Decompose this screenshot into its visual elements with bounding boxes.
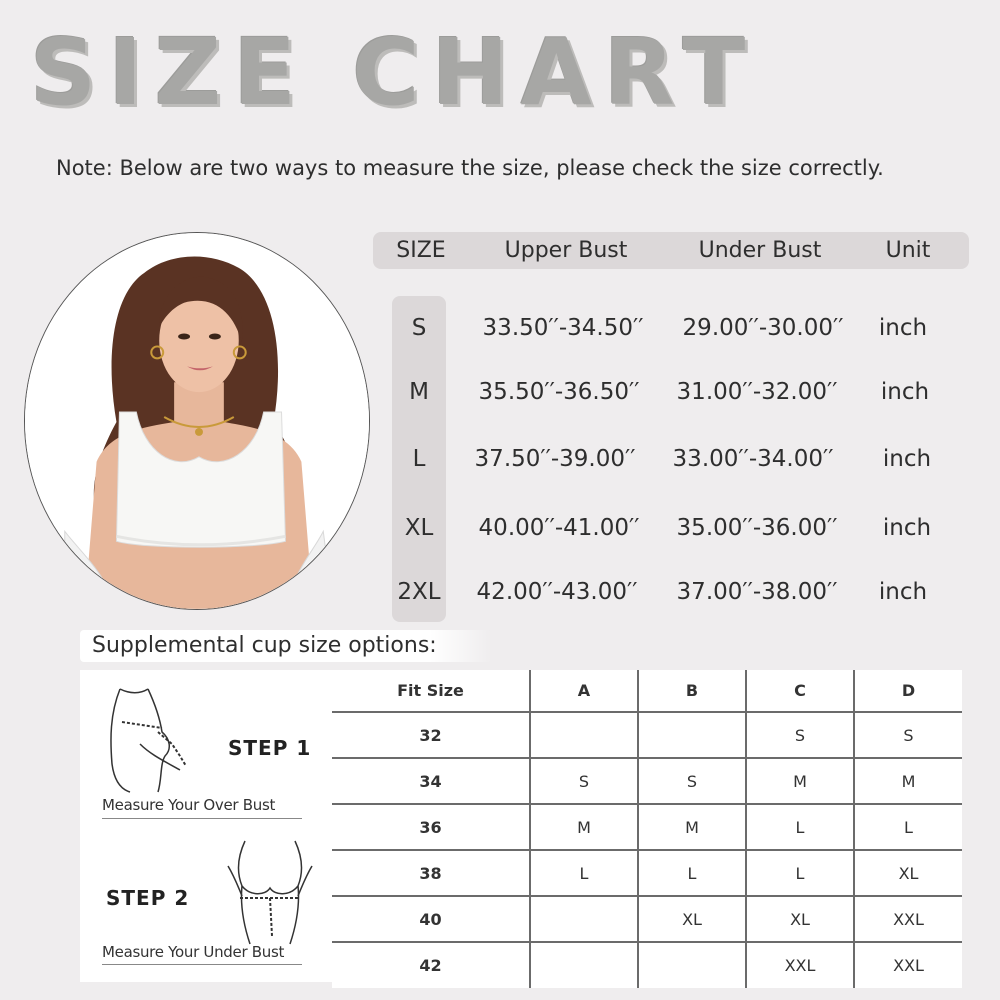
model-photo [24,232,370,610]
step-1-caption: Measure Your Over Bust [102,796,276,814]
cup-cell [638,712,746,758]
size-cell: M [409,379,429,405]
size-row [373,572,969,612]
upper-bust-cell: 35.50′′-36.50′′ [478,379,640,405]
fit-size-cell: 36 [332,804,530,850]
measurement-note: Note: Below are two ways to measure the size, please check the size correctly. [56,156,884,180]
size-cell: L [412,446,426,472]
cup-cell: L [746,850,854,896]
under-bust-cell: 35.00′′-36.00′′ [676,515,838,541]
header-cup-d: D [854,670,962,712]
step-2-caption: Measure Your Under Bust [102,943,285,961]
upper-bust-cell: 42.00′′-43.00′′ [476,579,638,605]
fit-size-cell: 38 [332,850,530,896]
size-table-header [373,232,969,269]
under-bust-cell: 29.00′′-30.00′′ [682,315,844,341]
size-row [373,508,969,548]
cup-cell: XXL [854,896,962,942]
cup-cell: S [530,758,638,804]
fit-size-cell: 32 [332,712,530,758]
table-header-row [332,670,962,712]
under-bust-sketch-icon [220,836,320,946]
header-cup-b: B [638,670,746,712]
cup-cell: L [638,850,746,896]
fit-size-cell: 42 [419,956,442,975]
table-row [332,712,962,758]
cup-cell: M [638,804,746,850]
header-unit: Unit [885,238,931,263]
table-row [332,804,962,850]
fit-size-cell: 40 [332,896,530,942]
under-bust-cell: 31.00′′-32.00′′ [676,379,838,405]
header-cup-c: C [746,670,854,712]
unit-cell: inch [882,515,932,541]
upper-bust-cell: 37.50′′-39.00′′ [474,446,636,472]
page-title: SIZE CHART [30,19,758,126]
header-fit-size: Fit Size [332,670,530,712]
cup-cell: L [854,804,962,850]
cup-cell: L [530,850,638,896]
header-cup-a: A [530,670,638,712]
cup-cell [530,712,638,758]
cup-cell: M [746,758,854,804]
table-row [332,942,962,988]
upper-bust-cell: 40.00′′-41.00′′ [478,515,640,541]
size-cell: XL [404,515,434,541]
cup-cell: M [530,804,638,850]
cup-cell [638,942,746,988]
cup-cell: XXL [746,942,854,988]
cup-cell: XL [746,896,854,942]
table-row [332,850,962,896]
size-cell: 2XL [397,579,441,605]
size-cell: S [411,315,427,341]
unit-cell: inch [878,579,928,605]
cup-size-table [332,670,962,988]
table-row [332,896,962,942]
upper-bust-cell: 33.50′′-34.50′′ [482,315,644,341]
cup-cell: S [854,712,962,758]
cup-cell: S [746,712,854,758]
header-under-bust: Under Bust [698,238,822,263]
size-row [373,308,969,348]
cup-cell: XXL [854,942,962,988]
unit-cell: inch [878,315,928,341]
over-bust-sketch-icon [100,684,200,794]
cup-cell [530,942,638,988]
table-row [332,758,962,804]
cup-cell [530,896,638,942]
fit-size-cell: 34 [332,758,530,804]
cup-cell: XL [854,850,962,896]
unit-cell: inch [882,446,932,472]
header-size: SIZE [396,238,446,263]
step-1-label: STEP 1 [228,736,312,760]
header-upper-bust: Upper Bust [504,238,628,263]
cup-cell: M [854,758,962,804]
cup-cell: XL [638,896,746,942]
cup-cell: S [638,758,746,804]
under-bust-cell: 33.00′′-34.00′′ [672,446,834,472]
divider [102,818,302,819]
divider [102,964,302,965]
step-2-label: STEP 2 [106,886,190,910]
size-row [373,439,969,479]
supplemental-label: Supplemental cup size options: [80,630,492,662]
size-row [373,372,969,412]
measurement-guide [80,670,332,982]
cup-cell: L [746,804,854,850]
unit-cell: inch [880,379,930,405]
under-bust-cell: 37.00′′-38.00′′ [676,579,838,605]
